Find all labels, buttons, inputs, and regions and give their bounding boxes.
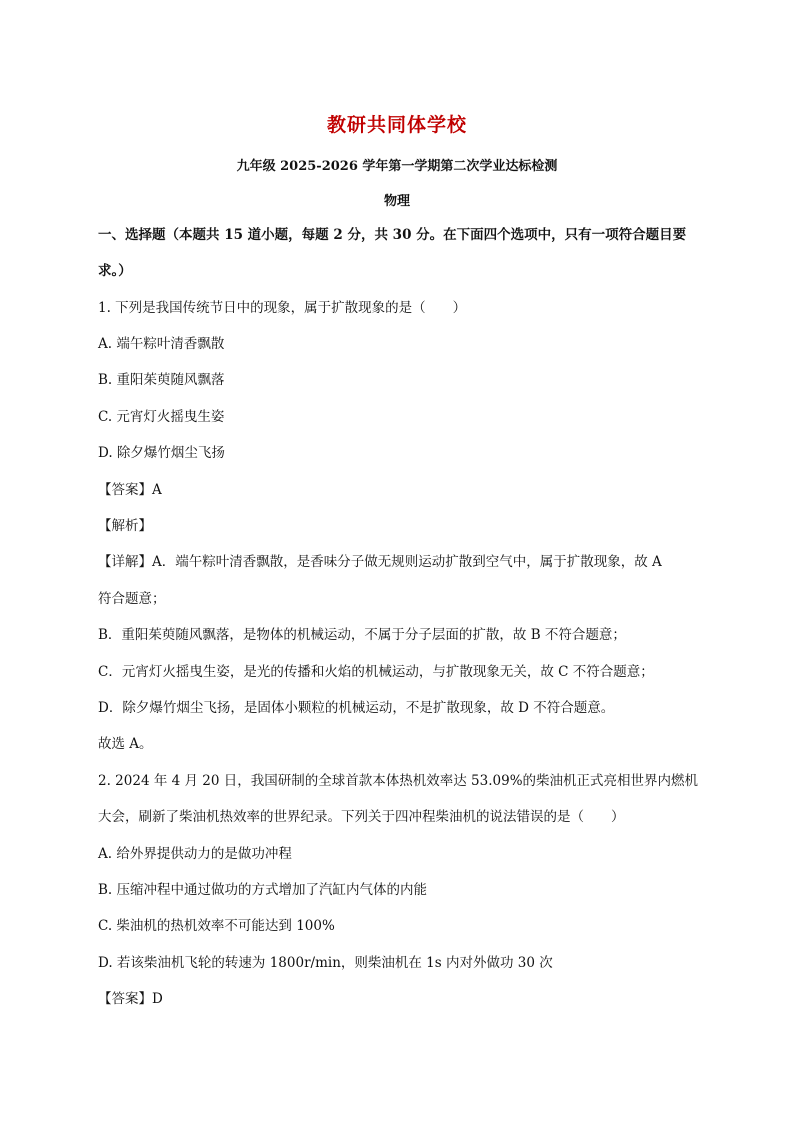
exam-title: 九年级 2025-2026 学年第一学期第二次学业达标检测 bbox=[236, 159, 558, 174]
question-1-detail-c: C．元宵灯火摇曳生姿，是光的传播和火焰的机械运动，与扩散现象无关，故 C 不符合题意； bbox=[98, 664, 654, 680]
question-2-option-a: A. 给外界提供动力的是做功冲程 bbox=[98, 846, 292, 862]
question-1-detail-a-cont: 符合题意； bbox=[98, 591, 166, 607]
question-2-answer: 【答案】D bbox=[98, 991, 163, 1007]
subject-title: 物理 bbox=[383, 194, 410, 209]
school-title: 教研共同体学校 bbox=[326, 114, 467, 136]
question-2-option-c: C. 柴油机的热机效率不可能达到 100% bbox=[98, 918, 335, 934]
section-heading-cont: 求。） bbox=[98, 263, 132, 279]
question-1-detail-a: 【详解】A．端午粽叶清香飘散，是香味分子做无规则运动扩散到空气中，属于扩散现象，故 A bbox=[98, 554, 662, 570]
question-2-option-b: B. 压缩冲程中通过做功的方式增加了汽缸内气体的内能 bbox=[98, 882, 428, 898]
question-2-stem-cont: 大会，刷新了柴油机热效率的世界纪录。下列关于四冲程柴油机的说法错误的是（ ） bbox=[98, 809, 625, 825]
question-1-option-c: C. 元宵灯火摇曳生姿 bbox=[98, 409, 225, 425]
question-1-detail-d: D．除夕爆竹烟尘飞扬，是固体小颗粒的机械运动，不是扩散现象，故 D 不符合题意。 bbox=[98, 700, 615, 716]
question-1-detail-b: B．重阳茱萸随风飘落，是物体的机械运动，不属于分子层面的扩散，故 B 不符合题意； bbox=[98, 627, 626, 643]
question-1-conclusion: 故选 A。 bbox=[98, 736, 153, 752]
question-1-option-b: B. 重阳茱萸随风飘落 bbox=[98, 372, 225, 388]
question-1-answer: 【答案】A bbox=[98, 482, 162, 498]
question-1-stem: 1. 下列是我国传统节日中的现象，属于扩散现象的是（ ） bbox=[98, 300, 467, 316]
section-heading: 一、选择题（本题共 15 道小题，每题 2 分，共 30 分。在下面四个选项中，只有一项符合题目要 bbox=[98, 227, 687, 243]
question-1-analysis-label: 【解析】 bbox=[98, 518, 152, 534]
question-1-option-d: D. 除夕爆竹烟尘飞扬 bbox=[98, 445, 225, 461]
question-2-option-d: D. 若该柴油机飞轮的转速为 1800r/min，则柴油机在 1s 内对外做功 30 次 bbox=[98, 955, 553, 971]
question-2-stem: 2. 2024 年 4 月 20 日，我国研制的全球首款本体热机效率达 53.09%的柴油机正式亮相世界内燃机 bbox=[98, 773, 699, 789]
question-1-option-a: A. 端午粽叶清香飘散 bbox=[98, 336, 225, 352]
